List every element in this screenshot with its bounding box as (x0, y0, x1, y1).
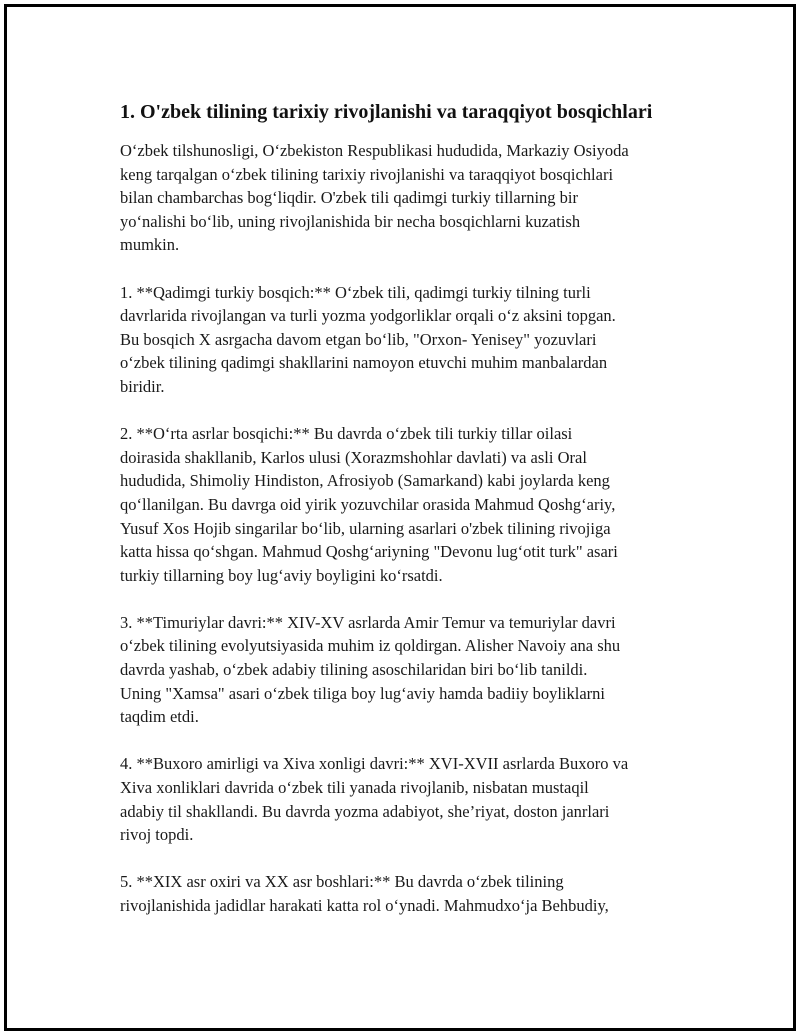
text-line: qo‘llanilgan. Bu davrga oid yirik yozuvchilar orasida Mahmud Qoshg‘ariy, (120, 494, 616, 514)
text-line: adabiy til shakllandi. Bu davrda yozma adabiyot, she’riyat, doston janrlari (120, 801, 610, 821)
text-line: o‘zbek tilining evolyutsiyasida muhim iz qoldirgan. Alisher Navoiy ana shu (120, 636, 621, 656)
text-line: turkiy tillarning boy lug‘aviy boyligini ko‘rsatdi. (120, 565, 443, 585)
text-line: 3. **Timuriylar davri:** XIV-XV asrlarda Amir Temur va temuriylar davri (120, 612, 616, 632)
text-line: biridir. (120, 376, 165, 396)
document-body (120, 99, 700, 941)
text-line: katta hissa qo‘shgan. Mahmud Qoshg‘ariyning "Devonu lug‘otit turk" asari (120, 542, 618, 562)
text-line: 2. **O‘rta asrlar bosqichi:** Bu davrda o‘zbek tili turkiy tillar oilasi (120, 424, 573, 444)
text-line: davrlarida rivojlangan va turli yozma yodgorliklar orqali o‘z aksini topgan. (120, 306, 616, 326)
text-line: davrda yashab, o‘zbek adabiy tilining asoschilaridan biri bo‘lib tanildi. (120, 660, 588, 680)
text-line: Xiva xonliklari davrida o‘zbek tili yanada rivojlanib, nisbatan mustaqil (120, 778, 589, 798)
text-line: 1. **Qadimgi turkiy bosqich:** O‘zbek tili, qadimgi turkiy tilning turli (120, 282, 591, 302)
text-line: taqdim etdi. (120, 707, 199, 727)
text-line: keng tarqalgan o‘zbek tilining tarixiy rivojlanishi va taraqqiyot bosqichlari (120, 164, 614, 184)
text-line: mumkin. (120, 235, 180, 255)
text-line: o‘zbek tilining qadimgi shakllarini namoyon etuvchi muhim manbalardan (120, 353, 608, 373)
text-line: Bu bosqich X asrgacha davom etgan bo‘lib, "Orxon- Yenisey" yozuvlari (120, 329, 597, 349)
text-line: doirasida shakllanib, Karlos ulusi (Xorazmshohlar davlati) va asli Oral (120, 447, 587, 467)
stage-5-paragraph (120, 870, 700, 917)
text-line: O‘zbek tilshunosligi, O‘zbekiston Respublikasi hududida, Markaziy Osiyoda (120, 141, 629, 160)
text-line: 5. **XIX asr oxiri va XX asr boshlari:** Bu davrda o‘zbek tilining (120, 872, 564, 892)
intro-paragraph (120, 139, 700, 257)
stage-2-paragraph (120, 422, 700, 587)
text-line: hududida, Shimoliy Hindiston, Afrosiyob (Samarkand) kabi joylarda keng (120, 471, 610, 491)
stage-4-paragraph (120, 752, 700, 846)
page-frame (4, 4, 796, 1031)
text-line: 4. **Buxoro amirligi va Xiva xonligi davri:** XVI-XVII asrlarda Buxoro va (120, 754, 629, 774)
stage-1-paragraph (120, 281, 700, 399)
text-line: yo‘nalishi bo‘lib, uning rivojlanishida bir necha bosqichlarni kuzatish (120, 211, 581, 231)
section-heading: 1. O'zbek tilining tarixiy rivojlanishi va taraqqiyot bosqichlari (120, 101, 653, 123)
text-line: Uning "Xamsa" asari o‘zbek tiliga boy lug‘aviy hamda badiiy boyliklarni (120, 683, 605, 703)
text-line: Yusuf Xos Hojib singarilar bo‘lib, ularning asarlari o'zbek tilining rivojiga (120, 518, 611, 538)
text-line: bilan chambarchas bog‘liqdir. O'zbek tili qadimgi turkiy tillarning bir (120, 188, 578, 208)
text-line: rivoj topdi. (120, 825, 194, 845)
text-line: rivojlanishida jadidlar harakati katta rol o‘ynadi. Mahmudxo‘ja Behbudiy, (120, 896, 609, 915)
stage-3-paragraph (120, 611, 700, 729)
